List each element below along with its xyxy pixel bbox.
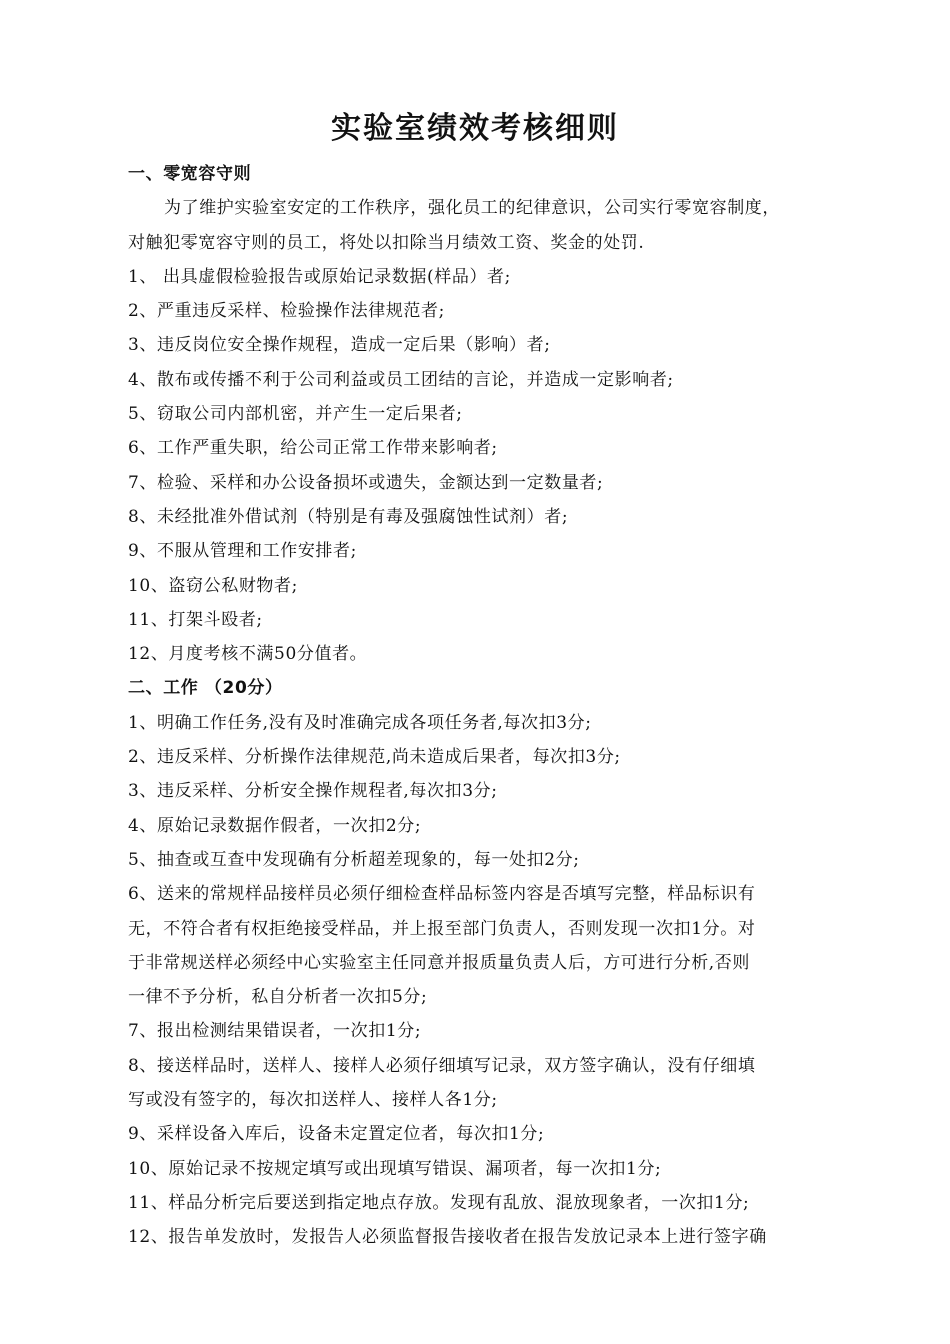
- list-item: 10、原始记录不按规定填写或出现填写错误、漏项者，每一次扣1分;: [128, 1158, 662, 1179]
- list-item: 4、原始记录数据作假者，一次扣2分;: [128, 815, 422, 836]
- list-item: 3、违反采样、分析安全操作规程者,每次扣3分;: [128, 781, 498, 802]
- list-item: 2、严重违反采样、检验操作法律规范者;: [128, 301, 445, 322]
- list-item-continuation: 无，不符合者有权拒绝接受样品，并上报至部门负责人，否则发现一次扣1分。对: [128, 918, 756, 939]
- list-item: 8、接送样品时，送样人、接样人必须仔细填写记录，双方签字确认，没有仔细填: [128, 1055, 756, 1076]
- list-item: 5、抽查或互查中发现确有分析超差现象的，每一处扣2分;: [128, 849, 580, 870]
- list-item: 9、采样设备入库后，设备未定置定位者，每次扣1分;: [128, 1124, 545, 1145]
- list-item: 12、月度考核不满50分值者。: [128, 644, 368, 665]
- section-heading-zero-tolerance: 一、零宽容守则: [128, 164, 252, 184]
- list-item: 9、不服从管理和工作安排者;: [128, 541, 357, 562]
- list-item: 11、样品分析完后要送到指定地点存放。发现有乱放、混放现象者，一次扣1分;: [128, 1192, 750, 1213]
- list-item-continuation: 写或没有签字的，每次扣送样人、接样人各1分;: [128, 1090, 498, 1111]
- list-item: 11、打架斗殴者;: [128, 609, 263, 630]
- list-item: 7、报出检测结果错误者，一次扣1分;: [128, 1021, 422, 1042]
- list-item: 8、未经批准外借试剂（特别是有毒及强腐蚀性试剂）者;: [128, 506, 569, 527]
- document-body: [128, 157, 828, 1255]
- list-item: 6、送来的常规样品接样员必须仔细检查样品标签内容是否填写完整，样品标识有: [128, 884, 756, 905]
- list-item: 12、报告单发放时，发报告人必须监督报告接收者在报告发放记录本上进行签字确: [128, 1227, 767, 1248]
- list-item: 1、 出具虚假检验报告或原始记录数据(样品）者;: [128, 266, 511, 287]
- list-item: 4、散布或传播不利于公司利益或员工团结的言论，并造成一定影响者;: [128, 369, 674, 390]
- list-item: 1、明确工作任务,没有及时准确完成各项任务者,每次扣3分;: [128, 712, 592, 733]
- list-item: 6、工作严重失职，给公司正常工作带来影响者;: [128, 438, 498, 459]
- list-item-continuation: 于非常规送样必须经中心实验室主任同意并报质量负责人后，方可进行分析,否则: [128, 952, 751, 973]
- list-item: 10、盗窃公私财物者;: [128, 575, 298, 596]
- list-item: 7、检验、采样和办公设备损坏或遗失，金额达到一定数量者;: [128, 472, 604, 493]
- list-item: 2、违反采样、分析操作法律规范,尚未造成后果者，每次扣3分;: [128, 747, 621, 768]
- section-heading-work: 二、工作 （20分）: [128, 678, 283, 699]
- list-item: 3、违反岗位安全操作规程，造成一定后果（影响）者;: [128, 335, 551, 356]
- list-item: 5、窃取公司内部机密，并产生一定后果者;: [128, 404, 463, 425]
- document-title: 实验室绩效考核细则: [331, 111, 619, 146]
- intro-paragraph-line: 为了维护实验室安定的工作秩序，强化员工的纪律意识，公司实行零宽容制度，: [164, 198, 780, 219]
- intro-paragraph-line: 对触犯零宽容守则的员工，将处以扣除当月绩效工资、奖金的处罚.: [128, 232, 645, 253]
- list-item-continuation: 一律不予分析，私自分析者一次扣5分;: [128, 987, 428, 1008]
